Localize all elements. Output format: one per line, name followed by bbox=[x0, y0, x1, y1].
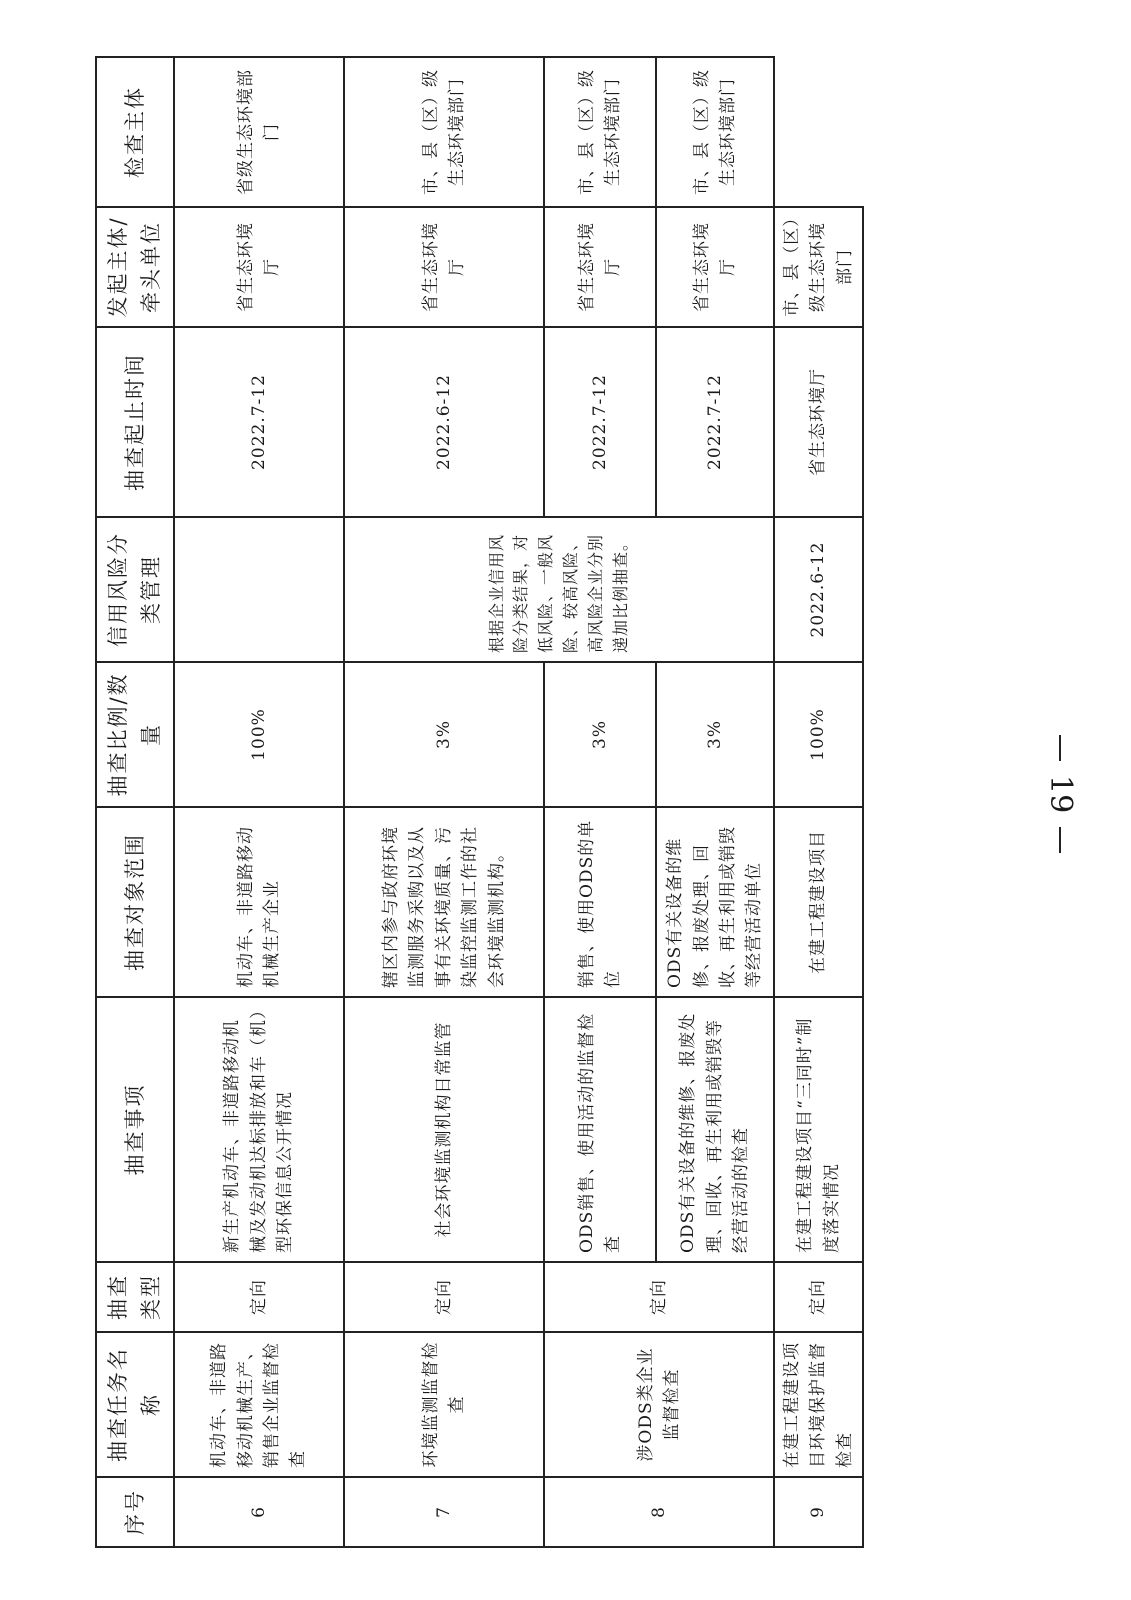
cell-item: 社会环境监测机构日常监管 bbox=[344, 997, 544, 1262]
cell-initiator: 省生态环境厅 bbox=[544, 207, 656, 327]
cell-credit bbox=[174, 517, 344, 662]
cell-scope: 机动车、非道路移动机械生产企业 bbox=[174, 807, 344, 997]
cell-item: ODS销售、使用活动的监督检查 bbox=[544, 997, 656, 1262]
cell-inspector: 市、县（区）级生态环境部门 bbox=[656, 57, 774, 207]
cell-scope: ODS有关设备的维修、报废处理、回收、再生利用或销毁等经营活动单位 bbox=[656, 807, 774, 997]
cell-credit-merged: 根据企业信用风险分类结果，对低风险、一般风险、较高风险、高风险企业分别递加比例抽查。 bbox=[344, 517, 774, 662]
cell-ratio: 3% bbox=[344, 662, 544, 807]
header-period: 抽查起止时间 bbox=[96, 327, 174, 517]
cell-no: 8 bbox=[544, 1477, 774, 1547]
cell-task: 在建工程建设项目环境保护监督检查 bbox=[774, 1332, 863, 1477]
cell-no: 9 bbox=[774, 1477, 863, 1547]
cell-task: 机动车、非道路移动机械生产、销售企业监督检查 bbox=[174, 1332, 344, 1477]
cell-item: 在建工程建设项目“三同时”制度落实情况 bbox=[774, 997, 863, 1262]
header-item: 抽查事项 bbox=[96, 997, 174, 1262]
cell-scope: 辖区内参与政府环境监测服务采购以及从事有关环境质量、污染监控监测工作的社会环境监测机构。 bbox=[344, 807, 544, 997]
cell-scope: 销售、使用ODS的单位 bbox=[544, 807, 656, 997]
cell-period: 2022.7-12 bbox=[656, 327, 774, 517]
table-row bbox=[774, 57, 863, 1547]
cell-initiator: 省生态环境厅 bbox=[774, 327, 863, 517]
cell-no: 7 bbox=[344, 1477, 544, 1547]
cell-inspector: 市、县（区）级生态环境部门 bbox=[544, 57, 656, 207]
cell-period: 2022.6-12 bbox=[344, 327, 544, 517]
table-row bbox=[344, 57, 544, 1547]
cell-item: 新生产机动车、非道路移动机械及发动机达标排放和车（机）型环保信息公开情况 bbox=[174, 997, 344, 1262]
table-header-row bbox=[96, 57, 174, 1547]
table-row bbox=[174, 57, 344, 1547]
cell-type: 定向 bbox=[344, 1262, 544, 1332]
cell-no: 6 bbox=[174, 1477, 344, 1547]
cell-item: ODS有关设备的维修、报废处理、回收、再生利用或销毁等经营活动的检查 bbox=[656, 997, 774, 1262]
inspection-table bbox=[95, 56, 864, 1548]
page-number-dash-top bbox=[1059, 735, 1061, 761]
header-ratio: 抽查比例/数量 bbox=[96, 662, 174, 807]
cell-initiator: 省生态环境厅 bbox=[344, 207, 544, 327]
page-number-value: 19 bbox=[1043, 775, 1078, 814]
page-number bbox=[1030, 735, 1090, 853]
cell-task: 环境监测监督检查 bbox=[344, 1332, 544, 1477]
cell-ratio: 100% bbox=[774, 662, 863, 807]
rotated-table-area bbox=[95, 58, 855, 1548]
header-task: 抽查任务名称 bbox=[96, 1332, 174, 1477]
cell-initiator: 省生态环境厅 bbox=[174, 207, 344, 327]
header-no: 序号 bbox=[96, 1477, 174, 1547]
page-number-dash-bottom bbox=[1059, 827, 1061, 853]
cell-ratio: 100% bbox=[174, 662, 344, 807]
table-row bbox=[544, 57, 656, 1547]
table-wrap bbox=[95, 58, 855, 1548]
cell-type: 定向 bbox=[774, 1262, 863, 1332]
header-inspector: 检查主体 bbox=[96, 57, 174, 207]
cell-period: 2022.7-12 bbox=[544, 327, 656, 517]
cell-inspector: 市、县（区）级生态环境部门 bbox=[344, 57, 544, 207]
cell-type: 定向 bbox=[544, 1262, 774, 1332]
header-initiator: 发起主体/牵头单位 bbox=[96, 207, 174, 327]
cell-inspector: 省级生态环境部门 bbox=[174, 57, 344, 207]
cell-period: 2022.6-12 bbox=[774, 517, 863, 662]
cell-ratio: 3% bbox=[656, 662, 774, 807]
cell-task: 涉ODS类企业监督检查 bbox=[544, 1332, 774, 1477]
cell-ratio: 3% bbox=[544, 662, 656, 807]
cell-type: 定向 bbox=[174, 1262, 344, 1332]
cell-initiator: 省生态环境厅 bbox=[656, 207, 774, 327]
cell-period: 2022.7-12 bbox=[174, 327, 344, 517]
header-type: 抽查类型 bbox=[96, 1262, 174, 1332]
cell-inspector: 市、县（区）级生态环境部门 bbox=[774, 207, 863, 327]
header-credit: 信用风险分类管理 bbox=[96, 517, 174, 662]
cell-scope: 在建工程建设项目 bbox=[774, 807, 863, 997]
header-scope: 抽查对象范围 bbox=[96, 807, 174, 997]
